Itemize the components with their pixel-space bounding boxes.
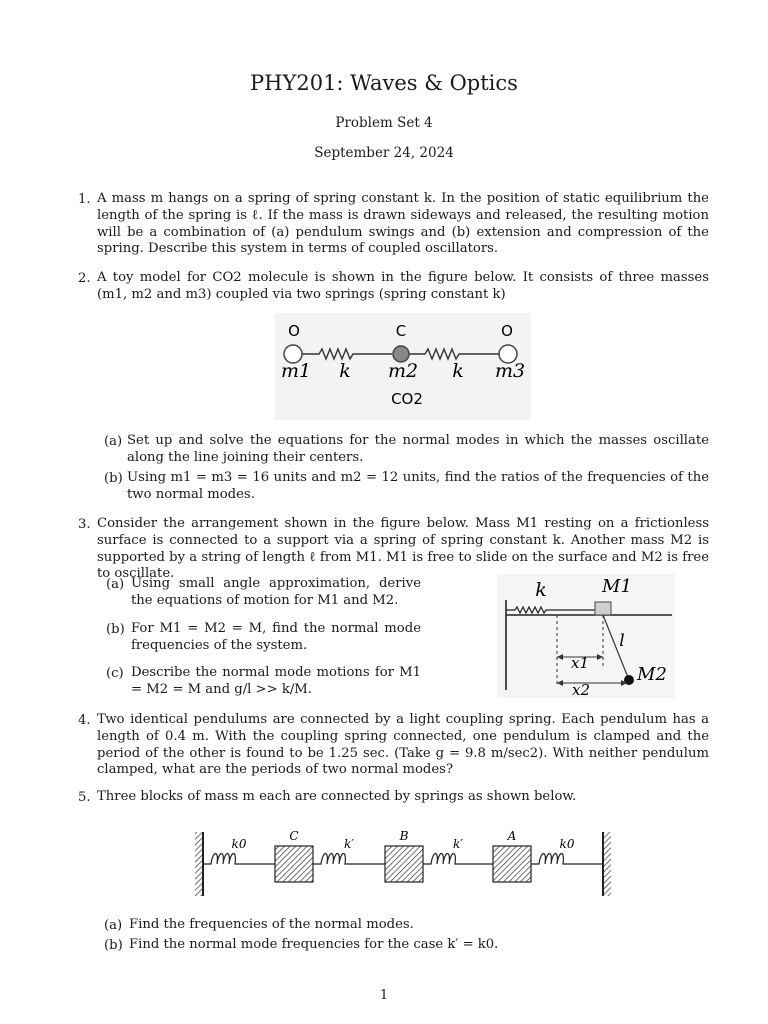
- problem-5a-text: Find the frequencies of the normal modes.: [129, 917, 414, 932]
- spring-kp-right: [423, 854, 493, 865]
- label-k: k: [535, 579, 547, 601]
- label-a: A: [507, 829, 517, 843]
- block-a: [493, 846, 531, 882]
- atom-o-left: O: [288, 322, 300, 340]
- label-k0-left: k0: [231, 837, 247, 851]
- label-c: C: [289, 829, 299, 843]
- problem-3c-label: (c): [106, 666, 124, 681]
- page-title: PHY201: Waves & Optics: [250, 71, 518, 95]
- spring-kp-left: [313, 854, 385, 865]
- problem-5a-label: (a): [104, 918, 123, 933]
- co2-caption: CO2: [391, 390, 423, 408]
- block-c: [275, 846, 313, 882]
- problem-set-subtitle: Problem Set 4: [335, 115, 433, 131]
- problem-4-number: 4.: [78, 713, 91, 728]
- problem-2b-label: (b): [104, 471, 123, 486]
- problem-4-text: Two identical pendulums are connected by a light coupling spring. Each pendulum has a length of 0.4 m. With the coupling spring connected, one pendulum is clamped and the period of the other is found to be 1.25 sec. (Take g = 9.8 m/sec2). With neither pendulum clamped, what are the periods of two normal modes?: [97, 712, 709, 778]
- label-k0-right: k0: [559, 837, 575, 851]
- problem-3a-label: (a): [106, 577, 125, 592]
- label-x1: x1: [570, 654, 590, 672]
- mass-label-m3: m3: [494, 360, 526, 382]
- problem-5b-label: (b): [104, 938, 123, 953]
- spring-k0-right: [531, 854, 603, 865]
- date: September 24, 2024: [314, 145, 454, 161]
- spring-label-k-left: k: [339, 360, 351, 382]
- co2-figure: [275, 313, 531, 420]
- problem-5-number: 5.: [78, 790, 91, 805]
- problem-2-number: 2.: [78, 271, 91, 286]
- label-kp-right: k′: [453, 837, 463, 851]
- label-b: B: [399, 829, 409, 843]
- block-m1: [595, 602, 611, 615]
- spring-k0-left: [203, 854, 275, 865]
- problem-2a-label: (a): [104, 434, 123, 449]
- problem-5-text: Three blocks of mass m each are connected by springs as shown below.: [97, 789, 577, 804]
- page-number: 1: [379, 988, 389, 1003]
- atom-c: C: [395, 322, 407, 340]
- label-x2: x2: [571, 681, 591, 698]
- problem-2a-text: Set up and solve the equations for the normal modes in which the masses oscillate along the line joining their centers.: [127, 433, 709, 465]
- problem-1-text: A mass m hangs on a spring of spring constant k. In the position of static equilibrium the length of the spring is ℓ. If the mass is drawn sideways and released, the resulting motion will be a combination of (a) pendulum swings and (b) extension and compression of the spring. Describe this system in terms of coupled oscillators.: [97, 191, 709, 257]
- problem-3b-text: For M1 = M2 = M, find the normal mode frequencies of the system.: [131, 621, 421, 653]
- spring-label-k-right: k: [452, 360, 464, 382]
- problem-3c-text: Describe the normal mode motions for M1 = M2 = M and g/l >> k/M.: [131, 665, 421, 697]
- problem-2-text: A toy model for CO2 molecule is shown in the figure below. It consists of three masses (m1, m2 and m3) coupled via two springs (spring constant k): [97, 270, 709, 302]
- coupled-pendulum-figure: [497, 574, 675, 698]
- problem-3b-label: (b): [106, 622, 125, 637]
- problem-5b-text: Find the normal mode frequencies for the case k′ = k0.: [129, 937, 499, 952]
- atom-o-right: O: [501, 322, 513, 340]
- label-m1: M1: [602, 576, 632, 597]
- problem-2b-text: Using m1 = m3 = 16 units and m2 = 12 units, find the ratios of the frequencies of the two normal modes.: [127, 470, 709, 502]
- problem-3-number: 3.: [78, 517, 91, 532]
- block-b: [385, 846, 423, 882]
- label-kp-left: k′: [344, 837, 354, 851]
- three-blocks-figure: [191, 826, 615, 902]
- label-l: l: [619, 631, 625, 651]
- problem-3a-text: Using small angle approximation, derive the equations of motion for M1 and M2.: [131, 576, 421, 608]
- mass-label-m1: m1: [280, 360, 312, 382]
- mass-label-m2: m2: [387, 360, 419, 382]
- problem-1-number: 1.: [78, 192, 91, 207]
- label-m2: M2: [637, 664, 667, 685]
- problem-3-text: Consider the arrangement shown in the figure below. Mass M1 resting on a frictionless surface is connected to a support via a spring of spring constant k. Another mass M2 is supported by a string of length ℓ from M1. M1 is free to slide on the surface and M2 is free to oscillate.: [97, 516, 709, 582]
